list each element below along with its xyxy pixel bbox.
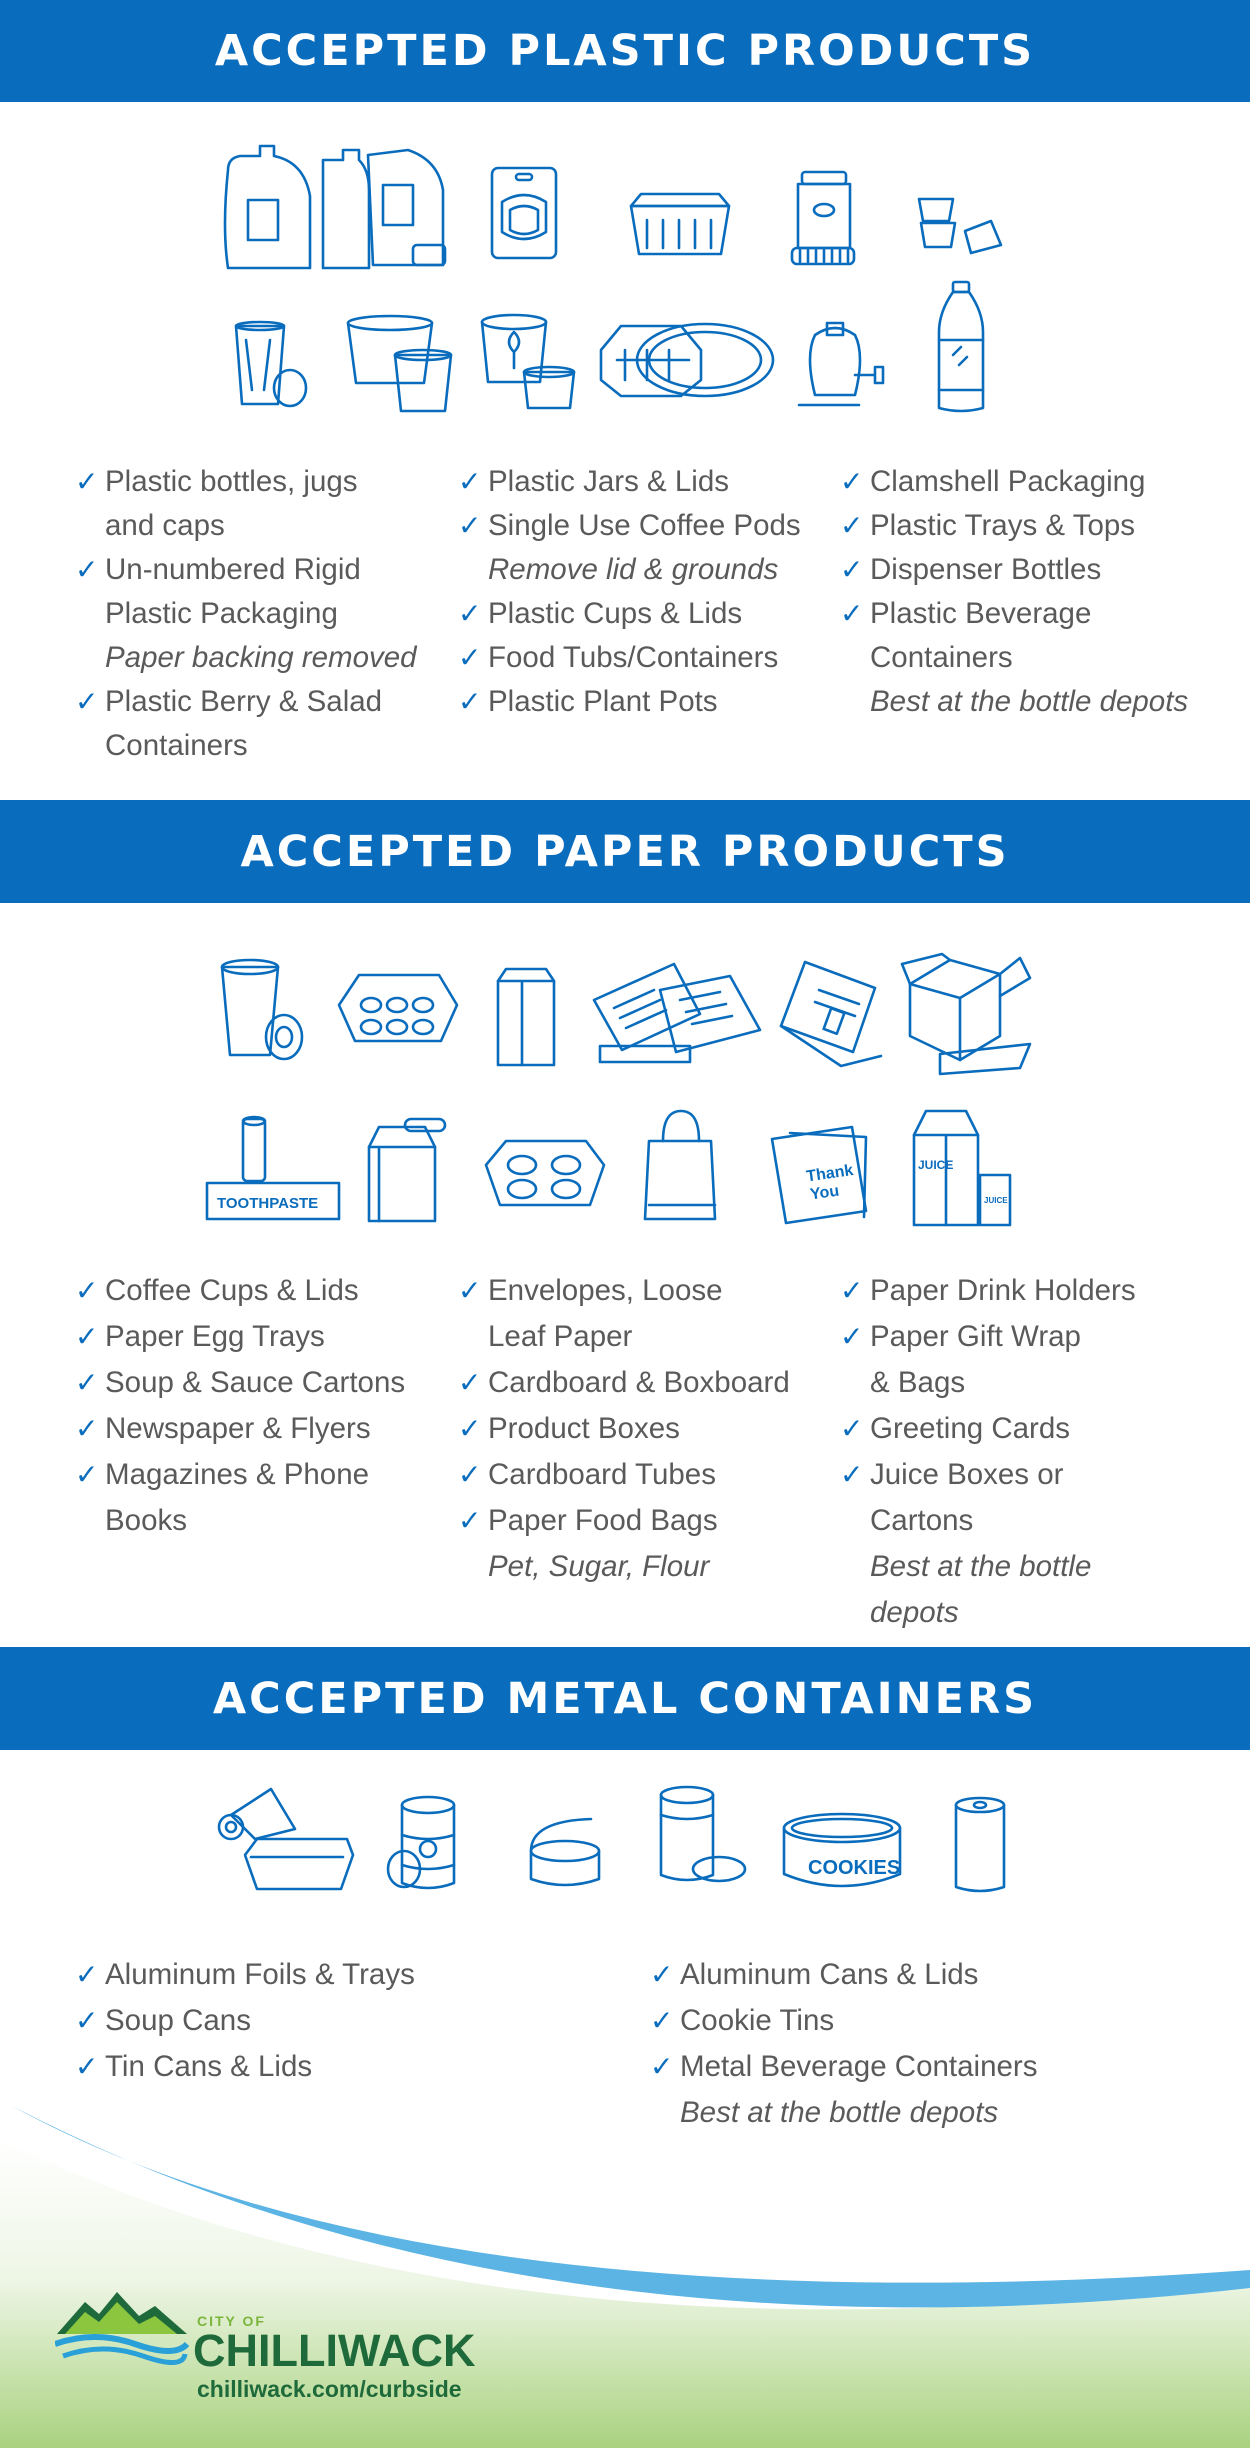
list-item: ✓ Clamshell Packaging (840, 460, 1220, 504)
plastic-col-3 (840, 460, 1220, 724)
checkmark-icon: ✓ (840, 510, 864, 541)
plastic-jar-icon (790, 170, 860, 270)
list-item: ✓ Plastic bottles, jugs and caps (75, 460, 430, 548)
metal-section-header (0, 1647, 1250, 1750)
plastic-col-1 (75, 460, 430, 768)
checkmark-icon: ✓ (75, 2051, 99, 2082)
checkmark-icon: ✓ (75, 1275, 99, 1306)
checkmark-icon: ✓ (650, 2051, 674, 2082)
checkmark-icon: ✓ (458, 1413, 482, 1444)
checkmark-icon: ✓ (840, 598, 864, 629)
coffee-cup-icon (218, 957, 308, 1067)
aluminum-foil-tray-icon (215, 1785, 355, 1900)
juice-label-small: JUICE (984, 1196, 1008, 1205)
checkmark-icon: ✓ (75, 554, 99, 585)
footer-wave (0, 2080, 1250, 2448)
list-item: ✓ Plastic Jars & Lids (458, 460, 818, 504)
checkmark-icon: ✓ (75, 1367, 99, 1398)
paper-section-title: ACCEPTED PAPER PRODUCTS (240, 826, 1010, 877)
cookie-tin-label: COOKIES (808, 1857, 901, 1879)
metal-col-1 (75, 1952, 595, 2090)
checkmark-icon: ✓ (458, 598, 482, 629)
berry-container-icon (625, 190, 735, 260)
list-item: ✓ Aluminum Foils & Trays (75, 1952, 595, 1998)
list-item: ✓ Plastic Plant Pots (458, 680, 818, 724)
card-text-line-2: You (809, 1182, 841, 1204)
toothpaste-label: TOOTHPASTE (217, 1195, 319, 1212)
plastic-col-2 (458, 460, 818, 724)
paper-icons (0, 945, 1250, 1235)
list-item: ✓ Plastic Trays & Tops (840, 504, 1220, 548)
checkmark-icon: ✓ (840, 1459, 864, 1490)
list-item: ✓ Un-numbered Rigid Plastic Packaging Paper backing removed (75, 548, 430, 680)
list-item: ✓ Juice Boxes or Cartons Best at the bottle depots (840, 1452, 1150, 1636)
list-item: ✓ Paper Drink Holders (840, 1268, 1150, 1314)
blister-pack-icon (490, 166, 560, 261)
juice-carton-icon (910, 1105, 1020, 1230)
checkmark-icon: ✓ (458, 686, 482, 717)
list-item: ✓ Product Boxes (458, 1406, 818, 1452)
list-item: ✓ Single Use Coffee Pods Remove lid & grounds (458, 504, 818, 592)
card-text-line-1: Thank (805, 1162, 855, 1186)
metal-section-title: ACCEPTED METAL CONTAINERS (212, 1673, 1038, 1724)
clamshell-icon (595, 310, 775, 410)
checkmark-icon: ✓ (75, 2005, 99, 2036)
coffee-pods-icon (915, 195, 1005, 265)
checkmark-icon: ✓ (458, 1367, 482, 1398)
checkmark-icon: ✓ (458, 1459, 482, 1490)
tin-can-icon (525, 1815, 605, 1890)
egg-tray-icon (335, 965, 460, 1060)
checkmark-icon: ✓ (458, 466, 482, 497)
checkmark-icon: ✓ (840, 1413, 864, 1444)
plastic-jugs-icon (218, 140, 448, 275)
beverage-bottle-icon (937, 280, 987, 415)
list-item: ✓ Soup Cans (75, 1998, 595, 2044)
checkmark-icon: ✓ (650, 2005, 674, 2036)
list-item: ✓ Paper Food Bags Pet, Sugar, Flour (458, 1498, 818, 1590)
plant-pot-icon (480, 312, 580, 412)
checkmark-icon: ✓ (75, 1959, 99, 1990)
list-item: ✓ Metal Beverage Containers Best at the bottle depots (650, 2044, 1190, 2136)
beverage-can-icon (950, 1795, 1010, 1895)
footer-url[interactable]: chilliwack.com/curbside (197, 2376, 462, 2402)
cookie-tin-icon (780, 1810, 905, 1895)
paper-section-header (0, 800, 1250, 903)
list-item: ✓ Plastic Berry & Salad Containers (75, 680, 430, 768)
list-item: ✓ Plastic Cups & Lids (458, 592, 818, 636)
list-item: ✓ Paper Gift Wrap & Bags (840, 1314, 1150, 1406)
cardboard-box-icon (900, 950, 1035, 1075)
plastic-icons (0, 140, 1250, 420)
checkmark-icon: ✓ (840, 466, 864, 497)
list-item: ✓ Dispenser Bottles (840, 548, 1220, 592)
checkmark-icon: ✓ (75, 1459, 99, 1490)
newspaper-icon (590, 960, 765, 1070)
soup-carton-icon (492, 965, 562, 1070)
checkmark-icon: ✓ (840, 1321, 864, 1352)
list-item: ✓ Paper Egg Trays (75, 1314, 430, 1360)
list-item: ✓ Greeting Cards (840, 1406, 1150, 1452)
list-item: ✓ Aluminum Cans & Lids (650, 1952, 1190, 1998)
paper-col-2 (458, 1268, 818, 1590)
drink-holder-icon (482, 1135, 607, 1225)
list-item: ✓ Coffee Cups & Lids (75, 1268, 430, 1314)
checkmark-icon: ✓ (840, 554, 864, 585)
checkmark-icon: ✓ (458, 510, 482, 541)
checkmark-icon: ✓ (458, 1275, 482, 1306)
dispenser-bottle-icon (795, 315, 895, 415)
logo-city-of: CITY OF (197, 2313, 266, 2329)
envelope-icon (775, 960, 885, 1070)
gift-bag-icon (645, 1105, 720, 1225)
soup-can-icon (380, 1795, 470, 1895)
logo-chilliwack: CHILLIWACK (193, 2325, 476, 2376)
juice-label: JUICE (918, 1158, 954, 1172)
list-item: ✓ Tin Cans & Lids (75, 2044, 595, 2090)
checkmark-icon: ✓ (75, 686, 99, 717)
list-item: ✓ Food Tubs/Containers (458, 636, 818, 680)
toothpaste-box-icon (203, 1115, 343, 1225)
paper-col-3 (840, 1268, 1150, 1636)
list-item: ✓ Cardboard & Boxboard (458, 1360, 818, 1406)
paper-bag-icon (365, 1117, 455, 1227)
checkmark-icon: ✓ (75, 1413, 99, 1444)
chilliwack-logo-icon (55, 2290, 190, 2370)
plastic-cup-lid-icon (232, 320, 312, 415)
list-item: ✓ Plastic Beverage Containers Best at the bottle depots (840, 592, 1220, 724)
plastic-section-header (0, 0, 1250, 102)
greeting-card-icon (770, 1123, 880, 1223)
list-item: ✓ Magazines & Phone Books (75, 1452, 430, 1544)
list-item: ✓ Envelopes, Loose Leaf Paper (458, 1268, 818, 1360)
list-item: ✓ Soup & Sauce Cartons (75, 1360, 430, 1406)
paper-col-1 (75, 1268, 430, 1544)
checkmark-icon: ✓ (75, 466, 99, 497)
plastic-section-title: ACCEPTED PLASTIC PRODUCTS (214, 26, 1036, 76)
checkmark-icon: ✓ (75, 1321, 99, 1352)
list-item: ✓ Cookie Tins (650, 1998, 1190, 2044)
list-item: ✓ Cardboard Tubes (458, 1452, 818, 1498)
checkmark-icon: ✓ (840, 1275, 864, 1306)
can-lid-icon (655, 1785, 750, 1895)
checkmark-icon: ✓ (458, 642, 482, 673)
list-item: ✓ Newspaper & Flyers (75, 1406, 430, 1452)
checkmark-icon: ✓ (458, 1505, 482, 1536)
food-tub-icon (345, 315, 455, 415)
checkmark-icon: ✓ (650, 1959, 674, 1990)
metal-icons (0, 1780, 1250, 1900)
